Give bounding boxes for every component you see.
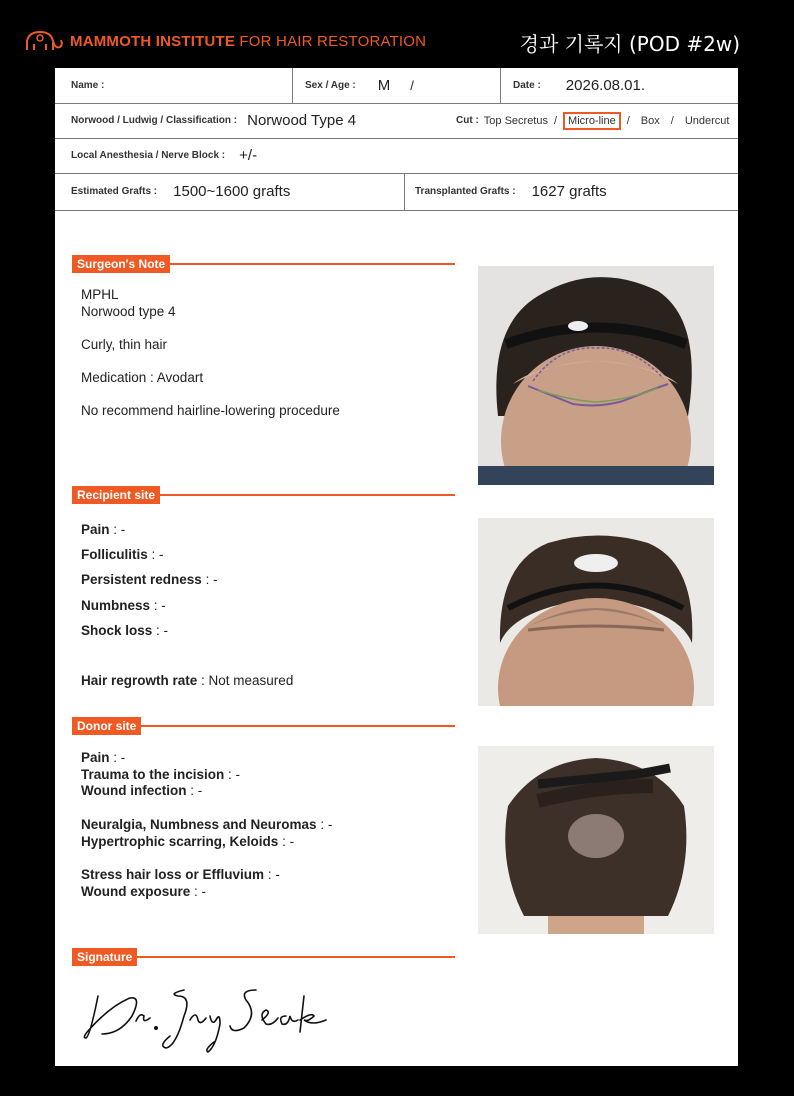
note-line: No recommend hairline-lowering procedure bbox=[81, 403, 340, 418]
surgeons-note-title: Surgeon's Note bbox=[72, 255, 170, 273]
date-value: 2026.08.01. bbox=[565, 77, 646, 94]
anesthesia-value: +/- bbox=[239, 147, 258, 164]
recipient-site-title: Recipient site bbox=[72, 486, 160, 504]
cut-field bbox=[456, 103, 732, 138]
section-divider bbox=[160, 494, 455, 496]
recipient-redness: Persistent redness : - bbox=[81, 572, 218, 587]
note-line: Curly, thin hair bbox=[81, 337, 168, 352]
surgeons-note-text bbox=[81, 286, 340, 419]
recipient-folliculitis: Folliculitis : - bbox=[81, 547, 164, 562]
name-field[interactable] bbox=[71, 68, 114, 103]
section-divider bbox=[141, 725, 455, 727]
donor-wound-exposure: Wound exposure : - bbox=[81, 884, 207, 899]
cut-label: Cut : bbox=[456, 115, 479, 126]
surgeons-note-header bbox=[72, 255, 455, 273]
cut-option-box[interactable]: Box bbox=[640, 114, 660, 127]
estimated-grafts-field[interactable] bbox=[71, 173, 290, 210]
name-label: Name : bbox=[71, 80, 105, 91]
recipient-numbness: Numbness : - bbox=[81, 598, 166, 613]
doctor-signature bbox=[80, 976, 350, 1061]
photo-donor-site bbox=[478, 746, 714, 934]
estimated-grafts-label: Estimated Grafts : bbox=[71, 186, 158, 197]
row-anesthesia bbox=[55, 138, 738, 174]
mammoth-logo-icon bbox=[24, 30, 64, 52]
cut-separator: / bbox=[626, 114, 630, 127]
signature-title: Signature bbox=[72, 948, 137, 966]
cut-option-top-secretus[interactable]: Top Secretus bbox=[483, 114, 548, 127]
cut-options bbox=[481, 112, 733, 130]
sex-value: M bbox=[377, 77, 391, 94]
row-name-sex-date bbox=[55, 68, 738, 104]
signature-drawing bbox=[80, 976, 350, 1056]
anesthesia-field[interactable] bbox=[71, 138, 257, 173]
donor-site-header bbox=[72, 717, 455, 735]
donor-pain: Pain : - bbox=[81, 750, 126, 765]
classification-value: Norwood Type 4 bbox=[247, 112, 357, 129]
donor-neuralgia: Neuralgia, Numbness and Neuromas : - bbox=[81, 817, 333, 832]
recipient-shock-loss: Shock loss : - bbox=[81, 623, 169, 638]
sex-age-field[interactable] bbox=[305, 68, 424, 103]
document-title: 경과 기록지 (POD #2w) bbox=[519, 32, 740, 56]
note-line: Medication : Avodart bbox=[81, 370, 204, 385]
cut-separator: / bbox=[670, 114, 674, 127]
donor-stress-hair-loss: Stress hair loss or Effluvium : - bbox=[81, 867, 280, 882]
donor-trauma: Trauma to the incision : - bbox=[81, 767, 241, 782]
section-divider bbox=[170, 263, 455, 265]
anesthesia-label: Local Anesthesia / Nerve Block : bbox=[71, 150, 226, 161]
brand-name: MAMMOTH INSTITUTE FOR HAIR RESTORATION bbox=[70, 32, 427, 50]
recipient-pain: Pain : - bbox=[81, 522, 126, 537]
classification-field[interactable] bbox=[71, 103, 356, 138]
brand-logo bbox=[24, 30, 426, 52]
cut-option-undercut[interactable]: Undercut bbox=[684, 114, 730, 127]
date-label: Date : bbox=[513, 80, 541, 91]
note-line: MPHL bbox=[81, 287, 119, 302]
cut-option-micro-line[interactable]: Micro-line bbox=[563, 112, 621, 130]
record-sheet bbox=[55, 68, 738, 1066]
row-grafts bbox=[55, 173, 738, 211]
note-line: Norwood type 4 bbox=[81, 304, 176, 319]
classification-label: Norwood / Ludwig / Classification : bbox=[71, 115, 238, 126]
recipient-regrowth-rate: Hair regrowth rate : Not measured bbox=[81, 673, 294, 688]
signature-header bbox=[72, 948, 455, 966]
photo-pre-op-hairline-design bbox=[478, 266, 714, 485]
transplanted-grafts-label: Transplanted Grafts : bbox=[415, 186, 516, 197]
photo-recipient-site bbox=[478, 518, 714, 706]
donor-scarring: Hypertrophic scarring, Keloids : - bbox=[81, 834, 295, 849]
donor-infection: Wound infection : - bbox=[81, 783, 203, 798]
sex-age-label: Sex / Age : bbox=[305, 80, 356, 91]
transplanted-grafts-field[interactable] bbox=[415, 173, 607, 210]
page-header bbox=[0, 0, 794, 68]
donor-site-title: Donor site bbox=[72, 717, 141, 735]
transplanted-grafts-value: 1627 grafts bbox=[531, 183, 607, 200]
row-classification-cut bbox=[55, 103, 738, 139]
sex-age-separator: / bbox=[410, 78, 414, 93]
date-field[interactable] bbox=[513, 68, 645, 103]
estimated-grafts-value: 1500~1600 grafts bbox=[173, 183, 291, 200]
cut-separator: / bbox=[553, 114, 558, 127]
recipient-site-header bbox=[72, 486, 455, 504]
section-divider bbox=[137, 956, 455, 958]
